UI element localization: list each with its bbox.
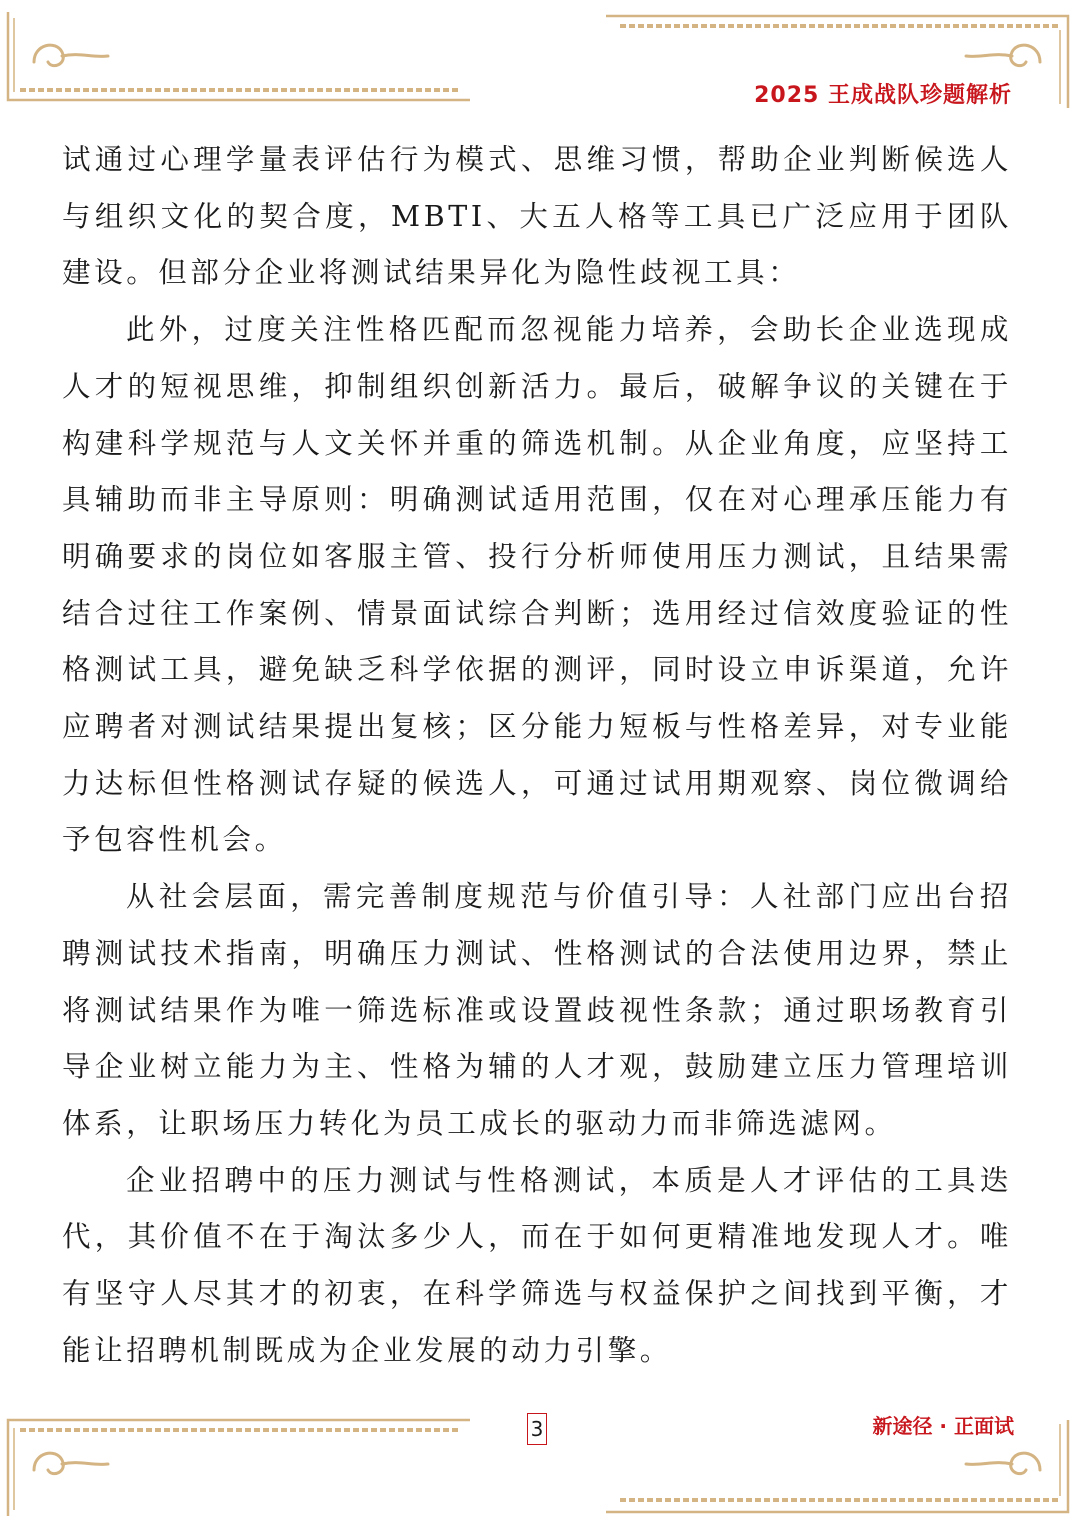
paragraph: 此外，过度关注性格匹配而忽视能力培养，会助长企业选现成人才的短视思维，抑制组织创新活力。最后，破解争议的关键在于构建科学规范与人文关怀并重的筛选机制。从企业角度，应坚持工具辅助而非主导原则：明确测试适用范围，仅在对心理承压能力有明确要求的岗位如客服主管、投行分析师使用压力测试，且结果需结合过往工作案例、情景面试综合判断；选用经过信效度验证的性格测试工具，避免缺乏科学依据的测评，同时设立申诉渠道，允许应聘者对测试结果提出复核；区分能力短板与性格差异，对专业能力达标但性格测试存疑的候选人，可通过试用期观察、岗位微调给予包容性机会。 <box>62 313 1012 857</box>
paragraph: 试通过心理学量表评估行为模式、思维习惯，帮助企业判断候选人与组织文化的契合度，MBTI、大五人格等工具已广泛应用于团队建设。但部分企业将测试结果异化为隐性歧视工具： <box>62 143 1012 290</box>
paragraph: 企业招聘中的压力测试与性格测试，本质是人才评估的工具迭代，其价值不在于淘汰多少人，而在于如何更精准地发现人才。唯有坚守人尽其才的初衷，在科学筛选与权益保护之间找到平衡，才能让招聘机制既成为企业发展的动力引擎。 <box>62 1163 1012 1367</box>
header-title: 2025 王成战队珍题解析 <box>754 83 1012 108</box>
page-number: 3 <box>527 1413 547 1445</box>
article-body <box>62 132 1012 1379</box>
footer-slogan: 新途径 · 正面试 <box>872 1414 1014 1438</box>
paragraph: 从社会层面，需完善制度规范与价值引导：人社部门应出台招聘测试技术指南，明确压力测试、性格测试的合法使用边界，禁止将测试结果作为唯一筛选标准或设置歧视性条款；通过职场教育引导企业树立能力为主、性格为辅的人才观，鼓励建立压力管理培训体系，让职场压力转化为员工成长的驱动力而非筛选滤网。 <box>62 880 1012 1140</box>
